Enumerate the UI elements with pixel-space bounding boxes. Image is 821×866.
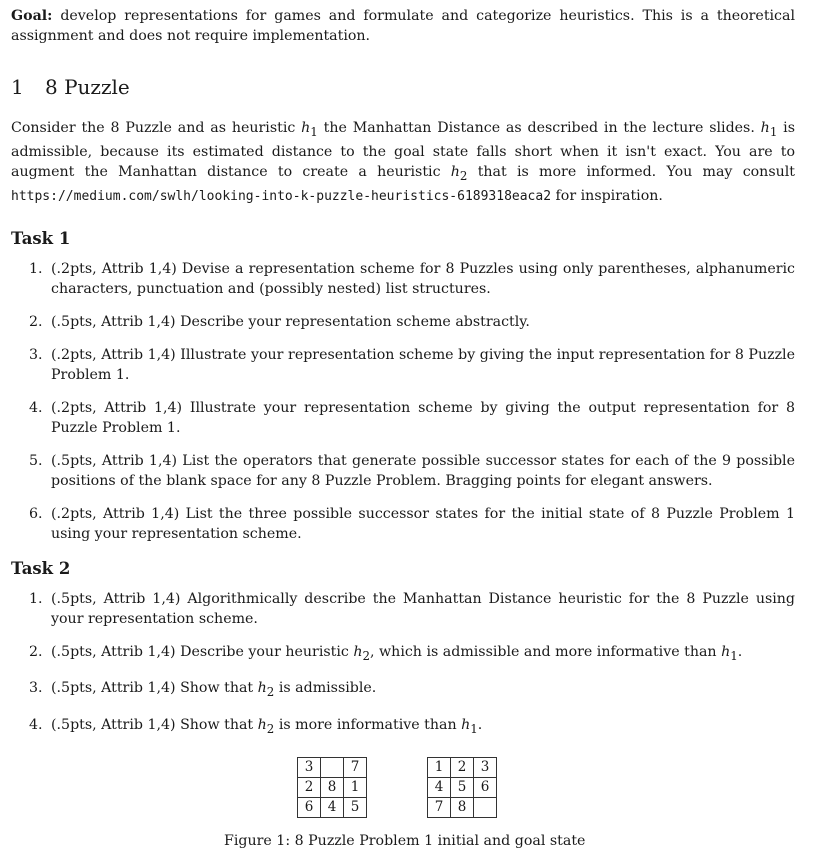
heuristic-h1-sub: 1 <box>310 124 318 139</box>
section-title: 8 Puzzle <box>45 75 130 99</box>
task1-list <box>11 259 795 544</box>
task1-item-2 <box>11 312 795 332</box>
task2-item-3 <box>11 678 795 702</box>
initial-state-grid <box>297 757 367 818</box>
heuristic-h1: h <box>461 717 471 734</box>
intro-text-4: that is more informed. You may consult <box>467 163 795 180</box>
heuristic-h2-sub: 2 <box>459 168 468 183</box>
task1-item-1 <box>11 259 795 299</box>
intro-text-1: Consider the 8 Puzzle and as heuristic <box>11 120 302 136</box>
goal-text: develop representations for games and formulate and categorize heuristics. This is a theoretical assignment and does not require implementation. <box>11 8 796 44</box>
puzzle-tile: 7 <box>428 798 451 818</box>
puzzle-tile: 6 <box>474 778 497 798</box>
puzzle-tile: 3 <box>298 758 321 778</box>
item-text: (.5pts, Attrib 1,4) Describe your heuristic <box>51 643 354 660</box>
section-number: 1 <box>11 75 24 99</box>
document-page <box>11 6 796 849</box>
item-number: 1. <box>29 590 43 607</box>
puzzle-tile: 1 <box>428 758 451 778</box>
puzzle-tile: 6 <box>298 798 321 818</box>
task1-item-3 <box>11 345 795 385</box>
task2-item-1 <box>11 589 795 629</box>
puzzle-tile <box>474 798 497 818</box>
goal-state-grid <box>427 757 497 818</box>
puzzle-tile: 8 <box>321 778 344 798</box>
item-number: 2. <box>29 643 43 660</box>
puzzle-tile: 4 <box>321 798 344 818</box>
item-number: 2. <box>29 313 43 330</box>
heuristic-h2-sub: 2 <box>362 648 371 663</box>
item-text: (.5pts, Attrib 1,4) List the operators that generate possible successor states for each of the 9 possible positions of the blank space for any 8 Puzzle Problem. Bragging points for elegant answers. <box>51 452 795 489</box>
item-number: 1. <box>29 260 43 277</box>
heuristic-h1-sub: 1 <box>730 648 738 663</box>
item-text: (.2pts, Attrib 1,4) Illustrate your representation scheme by giving the output representation for 8 Puzzle Problem 1. <box>51 399 795 436</box>
heuristic-h2-sub: 2 <box>266 685 275 700</box>
goal-paragraph <box>11 6 795 46</box>
item-text: (.2pts, Attrib 1,4) Illustrate your representation scheme by giving the input representation for 8 Puzzle Problem 1. <box>51 346 795 383</box>
intro-text-3: is admissible, because its estimated distance to the goal state falls short when it isn't exact. You are to augment the Manhattan distance to create a heuristic <box>11 120 795 180</box>
puzzle-tile: 5 <box>451 778 474 798</box>
item-text: is more informative than <box>274 717 462 734</box>
heuristic-h1: h <box>301 120 311 136</box>
heuristic-h1-sub: 1 <box>470 722 478 737</box>
puzzle-tile: 7 <box>344 758 367 778</box>
heuristic-h1-sub: 1 <box>769 124 778 139</box>
intro-paragraph <box>11 118 795 207</box>
intro-text-2: the Manhattan Distance as described in the lecture slides. <box>317 120 761 136</box>
item-text: (.5pts, Attrib 1,4) Describe your representation scheme abstractly. <box>51 313 530 330</box>
intro-text-5: for inspiration. <box>551 187 663 204</box>
puzzle-tile: 1 <box>344 778 367 798</box>
puzzle-tile: 2 <box>451 758 474 778</box>
item-number: 3. <box>29 346 43 363</box>
item-text: . <box>737 643 743 660</box>
goal-label: Goal: <box>11 8 53 24</box>
item-text: (.5pts, Attrib 1,4) Algorithmically describe the Manhattan Distance heuristic for the 8 Puzzle using your representation scheme. <box>51 590 795 627</box>
heuristic-h2: h <box>257 717 267 734</box>
figure-caption: Figure 1: 8 Puzzle Problem 1 initial and goal state <box>224 833 586 849</box>
item-text: (.5pts, Attrib 1,4) Show that <box>51 717 258 734</box>
item-number: 6. <box>29 505 43 522</box>
item-text: (.2pts, Attrib 1,4) Devise a representation scheme for 8 Puzzles using only parentheses, alphanumeric characters, punctuation and (possibly nested) list structures. <box>51 260 795 297</box>
task1-heading: Task 1 <box>11 228 71 248</box>
heuristic-h1: h <box>760 120 770 136</box>
puzzle-tile: 2 <box>298 778 321 798</box>
item-number: 3. <box>29 680 43 697</box>
puzzle-tile: 4 <box>428 778 451 798</box>
puzzle-tile <box>321 758 344 778</box>
task2-list <box>11 589 795 739</box>
heuristic-h2: h <box>257 680 267 697</box>
item-text: is admissible. <box>274 680 377 697</box>
puzzle-tile: 5 <box>344 798 367 818</box>
item-text: . <box>477 717 483 734</box>
puzzle-tile: 3 <box>474 758 497 778</box>
figure-1 <box>11 751 795 861</box>
task1-item-6 <box>11 504 795 544</box>
task2-heading: Task 2 <box>11 558 71 578</box>
item-number: 4. <box>29 399 43 416</box>
task2-item-2 <box>11 642 795 666</box>
item-number: 5. <box>29 452 43 469</box>
puzzle-tile: 8 <box>451 798 474 818</box>
heuristic-h1: h <box>721 643 731 660</box>
item-text: (.5pts, Attrib 1,4) Show that <box>51 680 258 697</box>
item-text: , which is admissible and more informative than <box>370 643 722 660</box>
reference-url[interactable]: https://medium.com/swlh/looking-into-k-puzzle-heuristics-6189318eaca2 <box>11 188 552 204</box>
section-heading <box>11 74 795 100</box>
item-number: 4. <box>29 717 43 734</box>
task1-item-5 <box>11 451 795 491</box>
heuristic-h2: h <box>450 163 460 180</box>
heuristic-h2: h <box>353 643 363 660</box>
heuristic-h2-sub: 2 <box>266 722 275 737</box>
task1-item-4 <box>11 398 795 438</box>
item-text: (.2pts, Attrib 1,4) List the three possible successor states for the initial state of 8 Puzzle Problem 1 using your representation scheme. <box>51 505 795 542</box>
task2-item-4 <box>11 715 795 739</box>
